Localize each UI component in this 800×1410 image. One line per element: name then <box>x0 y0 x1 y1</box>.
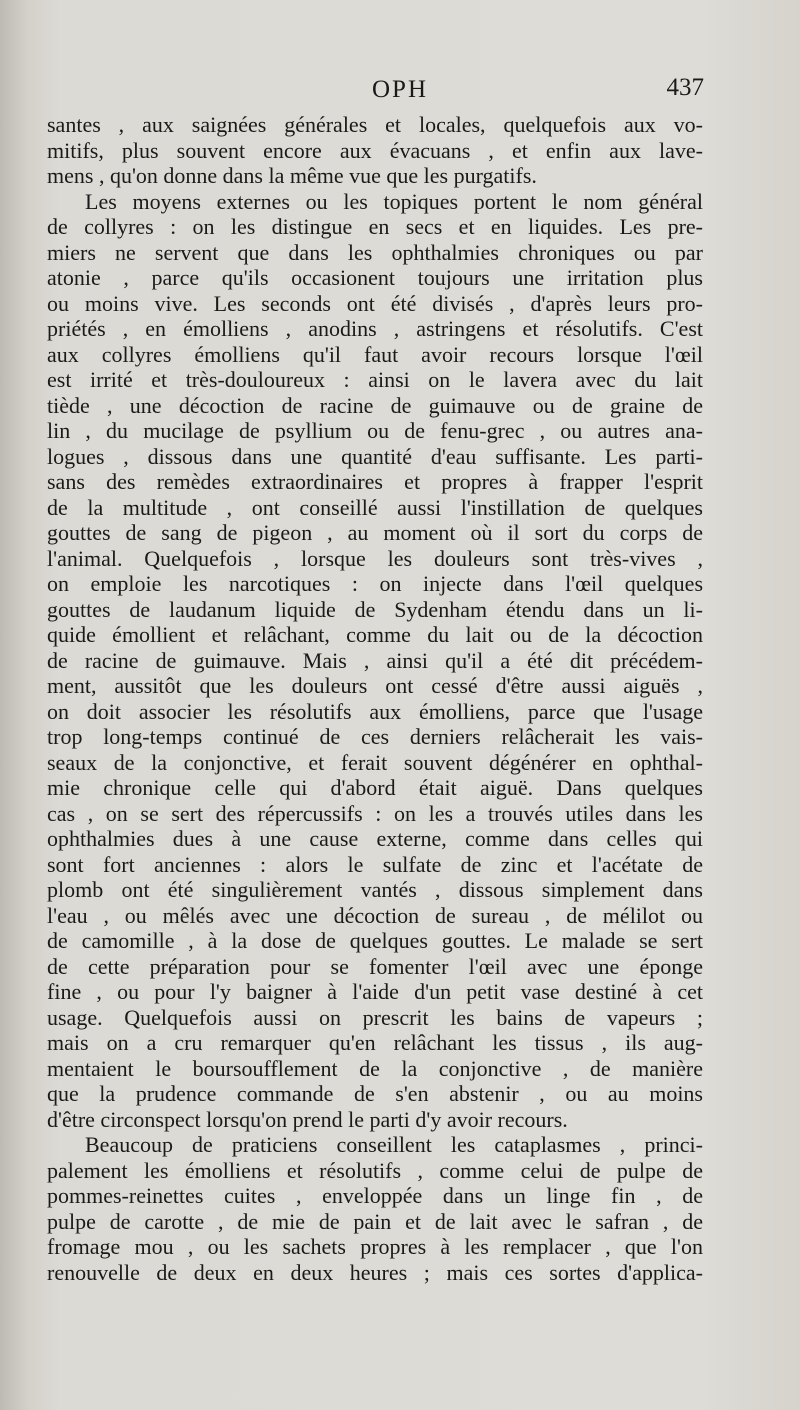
text-line: mie chronique celle qui d'abord était aiguë. Dans quelques <box>47 775 703 800</box>
text-line: lin , du mucilage de psyllium ou de fenu-grec , ou autres ana- <box>47 418 703 443</box>
text-line: sont fort anciennes : alors le sulfate de zinc et l'acétate de <box>47 851 703 877</box>
text-line: que la prudence commande de s'en abstenir , ou au moins <box>47 1081 703 1106</box>
text-line: mentaient le boursoufflement de la conjonctive , de manière <box>47 1055 703 1081</box>
text-line: de cette préparation pour se fomenter l'œil avec une éponge <box>47 953 703 979</box>
text-line: pulpe de carotte , de mie de pain et de lait avec le safran , de <box>47 1208 703 1234</box>
text-line: quide émollient et relâchant, comme du lait ou de la décoction <box>47 622 703 647</box>
text-line: on emploie les narcotiques : on injecte dans l'œil quelques <box>47 571 703 596</box>
text-line: sans des remèdes extraordinaires et propres à frapper l'esprit <box>47 469 703 494</box>
text-line: atonie , parce qu'ils occasionent toujours une irritation plus <box>47 265 703 290</box>
text-line: seaux de la conjonctive, et ferait souvent dégénérer en ophthal- <box>47 749 703 775</box>
text-line: Beaucoup de praticiens conseillent les cataplasmes , princi- <box>85 1132 703 1157</box>
text-line: gouttes de laudanum liquide de Sydenham étendu dans un li- <box>47 596 703 622</box>
text-line: santes , aux saignées générales et locales, quelquefois aux vo- <box>47 112 703 137</box>
text-line: tiède , une décoction de racine de guimauve ou de graine de <box>47 392 703 418</box>
text-line: usage. Quelquefois aussi on prescrit les bains de vapeurs ; <box>47 1004 703 1030</box>
text-line: ou moins vive. Les seconds ont été divisés , d'après leurs pro- <box>47 290 703 316</box>
text-line: on doit associer les résolutifs aux émolliens, parce que l'usage <box>47 698 703 724</box>
text-line: fine , ou pour l'y baigner à l'aide d'un petit vase destiné à cet <box>47 979 703 1004</box>
text-line: l'animal. Quelquefois , lorsque les douleurs sont très-vives , <box>47 545 703 571</box>
running-title: OPH <box>371 76 428 103</box>
text-line: de racine de guimauve. Mais , ainsi qu'il a été dit précédem- <box>47 647 703 673</box>
text-line: miers ne servent que dans les ophthalmies chroniques ou par <box>47 239 703 265</box>
text-line: pommes-reinettes cuites , enveloppée dans un linge fin , de <box>47 1183 703 1208</box>
page-header <box>0 76 800 110</box>
text-line: l'eau , ou mêlés avec une décoction de sureau , de mélilot ou <box>47 902 703 928</box>
text-line: cas , on se sert des répercussifs : on les a trouvés utiles dans les <box>47 800 703 826</box>
text-line: gouttes de sang de pigeon , au moment où il sort du corps de <box>47 520 703 545</box>
page-number: 437 <box>666 74 704 101</box>
text-line: est irrité et très-douloureux : ainsi on le lavera avec du lait <box>47 367 703 392</box>
body-text <box>47 112 703 1285</box>
text-line: mais on a cru remarquer qu'en relâchant les tissus , ils aug- <box>47 1030 703 1055</box>
text-line: renouvelle de deux en deux heures ; mais ces sortes d'applica- <box>47 1259 703 1285</box>
text-line: mens , qu'on donne dans la même vue que les purgatifs. <box>47 163 537 188</box>
text-line: palement les émolliens et résolutifs , comme celui de pulpe de <box>47 1157 703 1183</box>
text-line: priétés , en émolliens , anodins , astringens et résolutifs. C'est <box>47 316 703 341</box>
text-line: d'être circonspect lorsqu'on prend le parti d'y avoir recours. <box>47 1106 568 1132</box>
text-line: trop long-temps continué de ces derniers relâcherait les vais- <box>47 724 703 749</box>
text-line: aux collyres émolliens qu'il faut avoir recours lorsque l'œil <box>47 341 703 367</box>
text-line: de collyres : on les distingue en secs et en liquides. Les pre- <box>47 214 703 239</box>
text-line: ophthalmies dues à une cause externe, comme dans celles qui <box>47 826 703 851</box>
text-line: mitifs, plus souvent encore aux évacuans , et enfin aux lave- <box>47 137 703 163</box>
text-line: Les moyens externes ou les topiques portent le nom général <box>85 188 703 214</box>
text-line: de camomille , à la dose de quelques gouttes. Le malade se sert <box>47 928 703 953</box>
text-line: plomb ont été singulièrement vantés , dissous simplement dans <box>47 877 703 902</box>
text-line: de la multitude , ont conseillé aussi l'instillation de quelques <box>47 494 703 520</box>
text-line: fromage mou , ou les sachets propres à les remplacer , que l'on <box>47 1234 703 1259</box>
text-line: logues , dissous dans une quantité d'eau suffisante. Les parti- <box>47 443 703 469</box>
text-line: ment, aussitôt que les douleurs ont cessé d'être aussi aiguës , <box>47 673 703 698</box>
